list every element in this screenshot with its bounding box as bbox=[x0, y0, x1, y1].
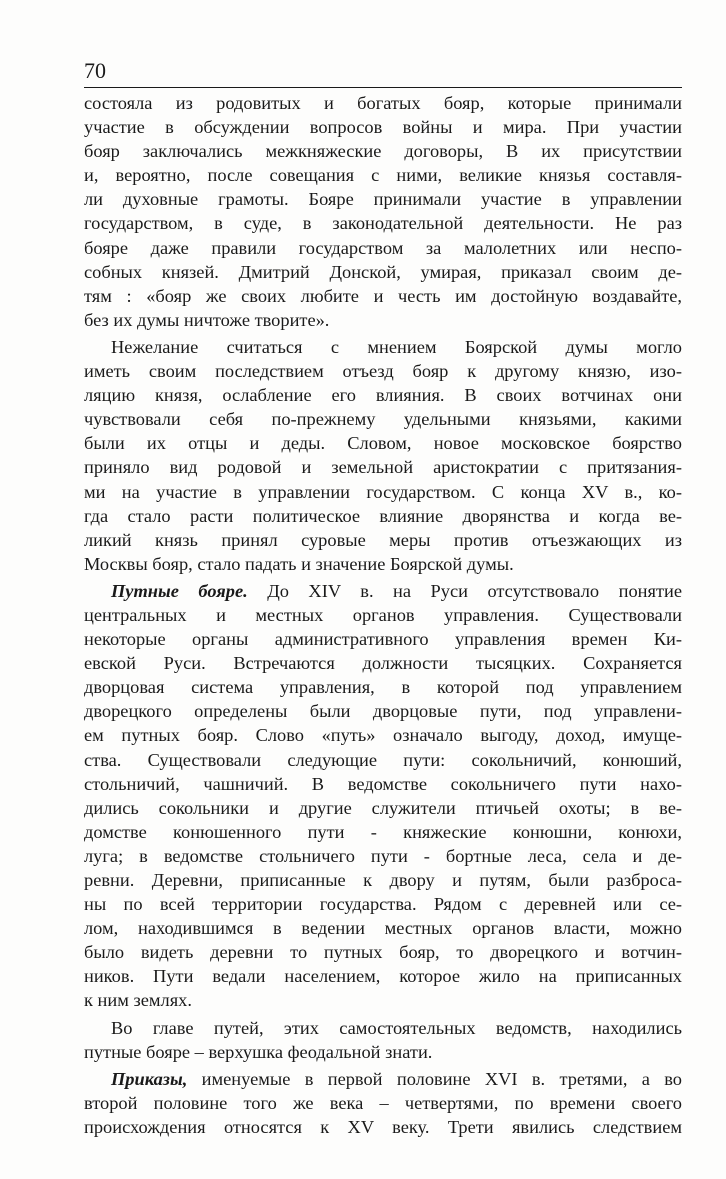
text-line: были их отцы и деды. Словом, новое московское боярство bbox=[84, 433, 682, 454]
text-line: бояре даже правили государством за малолетних или неспо- bbox=[84, 237, 682, 258]
text-line: Во главе путей, этих самостоятельных ведомств, находились bbox=[111, 1017, 682, 1038]
text-line: бояр заключались межкняжеские договоры, В их присутствии bbox=[84, 141, 682, 162]
text-line: луга; в ведомстве стольничего пути - бортные леса, села и де- bbox=[84, 845, 682, 866]
text-line: участие в обсуждении вопросов войны и мира. При участии bbox=[84, 117, 682, 138]
text-line: собных князей. Дмитрий Донской, умирая, приказал своим де- bbox=[84, 261, 682, 282]
text-line: стольничий, чашничий. В ведомстве сокольничего пути нахо- bbox=[84, 773, 682, 794]
text-line: и, вероятно, после совещания с ними, великие князья составля- bbox=[84, 165, 682, 186]
header-rule bbox=[84, 87, 682, 88]
paragraph-4 bbox=[84, 1016, 682, 1064]
text-line: ем путных бояр. Слово «путь» означало выгоду, доход, имуще- bbox=[84, 725, 682, 746]
text-line: дворцовая система управления, в которой под управлением bbox=[84, 677, 682, 698]
text-line: иметь своим последствием отъезд бояр к другому князю, изо- bbox=[84, 361, 682, 382]
paragraph-1 bbox=[84, 91, 682, 332]
text-line: Путные бояре. До XIV в. на Руси отсутствовало понятие bbox=[111, 580, 682, 601]
text-line: дились сокольники и другие служители птичьей охоты; в ве- bbox=[84, 797, 682, 818]
text-line: приняло вид родовой и земельной аристократии с притязания- bbox=[84, 457, 682, 478]
paragraph-5 bbox=[84, 1067, 682, 1139]
text-line: ликий князь принял суровые меры против отъезжающих из bbox=[84, 529, 682, 550]
text-line: евской Руси. Встречаются должности тысяцких. Сохраняется bbox=[84, 653, 682, 674]
paragraph-2 bbox=[84, 335, 682, 576]
text-line: было видеть деревни то путных бояр, то дворецкого и вотчин- bbox=[84, 942, 682, 963]
text-line: к ним землях. bbox=[84, 990, 192, 1011]
text-line: ляцию князя, ослабление его влияния. В своих вотчинах они bbox=[84, 385, 682, 406]
section-heading-prikazy: Приказы, bbox=[111, 1068, 188, 1089]
text-line: ревни. Деревни, приписанные к двору и путям, были разброса- bbox=[84, 870, 682, 890]
section-heading-putnye-boyare: Путные бояре. bbox=[111, 580, 248, 601]
text-line: дворецкого определены были дворцовые пути, под управлени- bbox=[84, 701, 682, 722]
text-line: тям : «бояр же своих любите и честь им достойную воздавайте, bbox=[84, 285, 682, 306]
body-text bbox=[84, 91, 682, 1139]
text-line: ников. Пути ведали населением, которое жило на приписанных bbox=[84, 966, 682, 987]
text-line: некоторые органы административного управления времен Ки- bbox=[84, 629, 682, 650]
text-line: государством, в суде, в законодательной деятельности. Не раз bbox=[84, 213, 682, 234]
text-line: домстве конюшенного пути - княжеские конюшни, конюхи, bbox=[84, 821, 682, 842]
text-line: чувствовали себя по-прежнему удельными князьями, какими bbox=[84, 409, 682, 430]
text-line: ми на участие в управлении государством. С конца XV в., ко- bbox=[84, 481, 682, 502]
text-line: лом, находившимся в ведении местных органов власти, можно bbox=[84, 918, 682, 939]
text-line: состояла из родовитых и богатых бояр, которые принимали bbox=[84, 93, 682, 113]
text-line: ли духовные грамоты. Бояре принимали участие в управлении bbox=[84, 189, 682, 210]
page-number: 70 bbox=[84, 58, 106, 83]
text-line: путные бояре – верхушка феодальной знати. bbox=[84, 1041, 433, 1062]
text-line: без их думы ничтоже творите». bbox=[84, 309, 330, 330]
text-line: центральных и местных органов управления. Существовали bbox=[84, 604, 682, 625]
paragraph-3 bbox=[84, 579, 682, 1013]
text-line: второй половине того же века – четвертями, по времени своего bbox=[84, 1092, 682, 1113]
text-line: происхождения относятся к XV веку. Трети явились следствием bbox=[84, 1116, 682, 1137]
text-line: ны по всей территории государства. Рядом с деревней или се- bbox=[84, 894, 682, 915]
text-line: Приказы, именуемые в первой половине XVI в. третями, а во bbox=[111, 1068, 682, 1089]
text-line: Москвы бояр, стало падать и значение Боярской думы. bbox=[84, 553, 514, 574]
text-line: гда стало расти политическое влияние дворянства и когда ве- bbox=[84, 505, 682, 526]
text-line: Нежелание считаться с мнением Боярской думы могло bbox=[111, 336, 682, 357]
text-line: ства. Существовали следующие пути: сокольничий, конюший, bbox=[84, 749, 682, 770]
